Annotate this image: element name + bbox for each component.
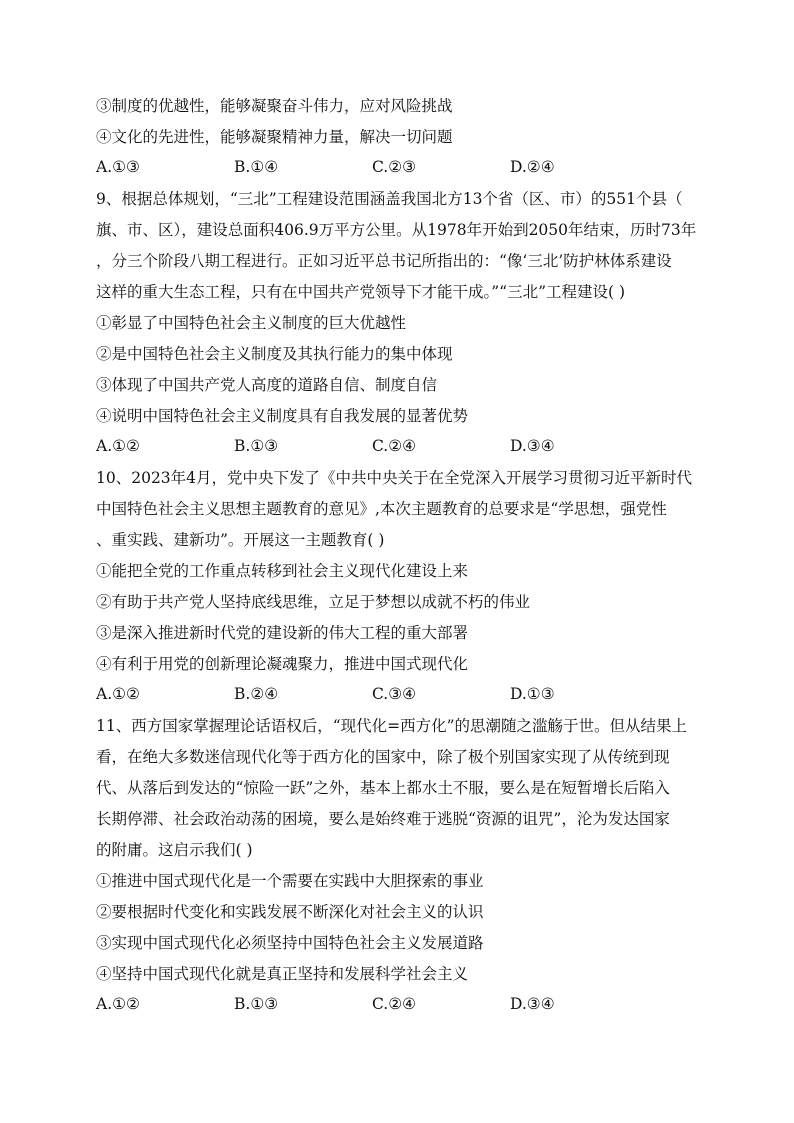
q10-option-b[interactable]: B.②④ xyxy=(234,685,279,703)
q9-option-a[interactable]: A.①② xyxy=(96,437,140,455)
q11-option-b[interactable]: B.①③ xyxy=(234,995,279,1013)
q9-options xyxy=(96,437,706,457)
q9-statement-3: ③体现了中国共产党人高度的道路自信、制度自信 xyxy=(96,376,438,394)
q10-option-a[interactable]: A.①② xyxy=(96,685,140,703)
q9-option-b[interactable]: B.①③ xyxy=(234,437,279,455)
q8-options xyxy=(96,158,706,178)
q11-option-a[interactable]: A.①② xyxy=(96,995,140,1013)
q9-stem-line: 9、根据总体规划，“三北”工程建设范围涵盖我国北方13个省（区、市）的551个县（ xyxy=(96,190,683,208)
q11-option-d[interactable]: D.③④ xyxy=(510,995,555,1013)
q11-statement-2: ②要根据时代变化和实践发展不断深化对社会主义的认识 xyxy=(96,903,484,921)
q9-stem-line: 这样的重大生态工程，只有在中国共产党领导下才能干成。”“三北”工程建设( ) xyxy=(96,283,626,301)
q9-statement-1: ①彰显了中国特色社会主义制度的巨大优越性 xyxy=(96,314,407,332)
q8-statement-4: ④文化的先进性，能够凝聚精神力量，解决一切问题 xyxy=(96,128,453,146)
q9-option-c[interactable]: C.②④ xyxy=(372,437,417,455)
q11-option-c[interactable]: C.②④ xyxy=(372,995,417,1013)
q11-stem-line: 看，在绝大多数迷信现代化等于西方化的国家中，除了极个别国家实现了从传统到现 xyxy=(96,748,670,766)
q11-statement-3: ③实现中国式现代化必须坚持中国特色社会主义发展道路 xyxy=(96,934,484,952)
q10-stem-line: 10、2023年4月，党中央下发了《中共中央关于在全党深入开展学习贯彻习近平新时代 xyxy=(96,469,693,487)
q8-statement-3: ③制度的优越性，能够凝聚奋斗伟力，应对风险挑战 xyxy=(96,97,453,115)
q10-option-c[interactable]: C.③④ xyxy=(372,685,417,703)
q10-options xyxy=(96,685,706,705)
q11-stem-line: 的附庸。这启示我们( ) xyxy=(96,841,253,859)
q11-options xyxy=(96,995,706,1015)
q11-stem-line: 11、西方国家掌握理论话语权后，“现代化=西方化”的思潮随之滥觞于世。但从结果上 xyxy=(96,717,688,735)
q8-option-a[interactable]: A.①③ xyxy=(96,158,140,176)
q11-statement-1: ①推进中国式现代化是一个需要在实践中大胆探索的事业 xyxy=(96,872,484,890)
q10-stem-line: 中国特色社会主义思想主题教育的意见》,本次主题教育的总要求是“学思想，强党性 xyxy=(96,500,667,518)
q8-option-b[interactable]: B.①④ xyxy=(234,158,279,176)
q11-stem-line: 代、从落后到发达的“惊险一跃”之外，基本上都水土不服，要么是在短暂增长后陷入 xyxy=(96,779,670,797)
q9-option-d[interactable]: D.③④ xyxy=(510,437,555,455)
q9-stem-line: ，分三个阶段八期工程进行。正如习近平总书记所指出的：“像‘三北’防护林体系建设 xyxy=(96,252,672,270)
q11-stem-line: 长期停滞、社会政治动荡的困境，要么是始终难于逃脱“资源的诅咒”，沦为发达国家 xyxy=(96,810,670,828)
q10-statement-4: ④有利于用党的创新理论凝魂聚力，推进中国式现代化 xyxy=(96,655,469,673)
q10-option-d[interactable]: D.①③ xyxy=(510,685,555,703)
q10-stem-line: 、重实践、建新功”。开展这一主题教育( ) xyxy=(96,531,385,549)
q8-option-c[interactable]: C.②③ xyxy=(372,158,417,176)
q11-statement-4: ④坚持中国式现代化就是真正坚持和发展科学社会主义 xyxy=(96,965,469,983)
q10-statement-3: ③是深入推进新时代党的建设新的伟大工程的重大部署 xyxy=(96,624,469,642)
q8-option-d[interactable]: D.②④ xyxy=(510,158,555,176)
q10-statement-1: ①能把全党的工作重点转移到社会主义现代化建设上来 xyxy=(96,562,469,580)
q9-stem-line: 旗、市、区），建设总面积406.9万平方公里。从1978年开始到2050年结束，历时73年 xyxy=(96,221,697,239)
q10-statement-2: ②有助于共产党人坚持底线思维，立足于梦想以成就不朽的伟业 xyxy=(96,593,531,611)
q9-statement-2: ②是中国特色社会主义制度及其执行能力的集中体现 xyxy=(96,345,453,363)
q9-statement-4: ④说明中国特色社会主义制度具有自我发展的显著优势 xyxy=(96,407,469,425)
